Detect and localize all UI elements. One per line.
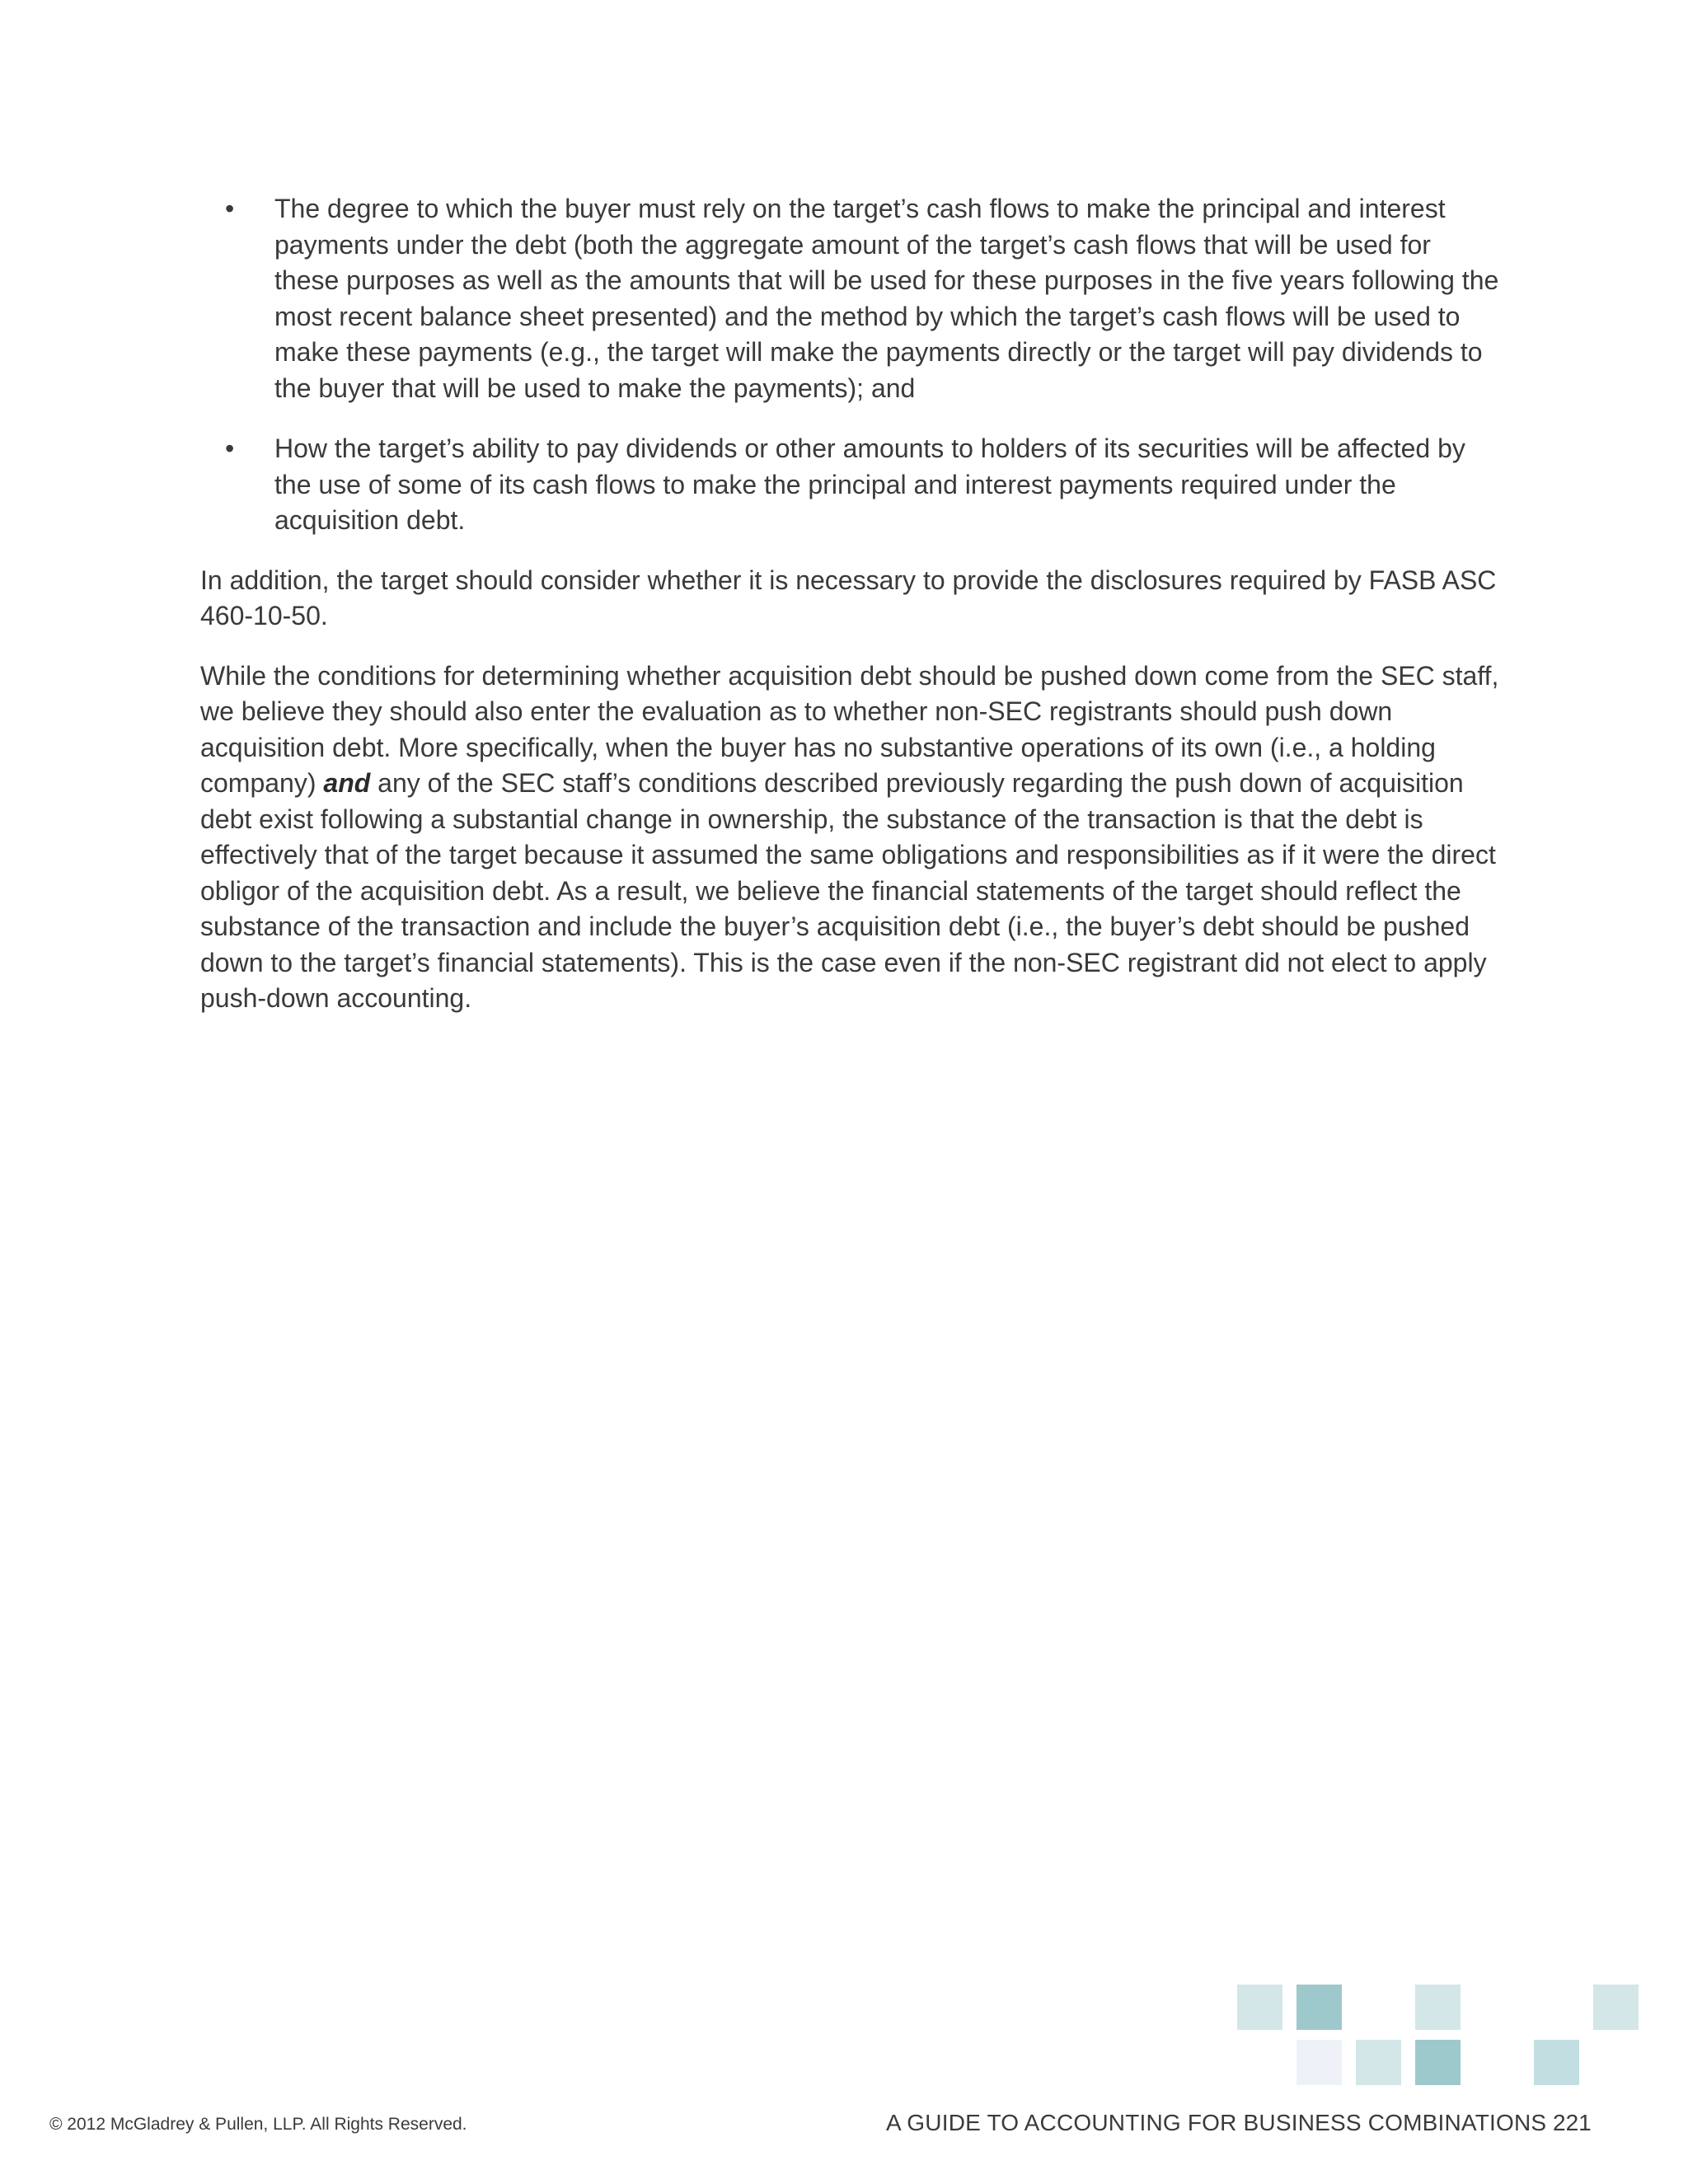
paragraph-text-part: While the conditions for determining whether acquisition debt should be pushed down come from the SEC staff, we believe they should also enter the evaluation as to whether non-SEC registrants should push down acquisition debt. More specifically, when the buyer has no substantive operations of its own (i.e., a holding company) bbox=[200, 660, 1499, 798]
decorative-tile bbox=[1534, 2040, 1579, 2085]
bullet-text: The degree to which the buyer must rely on the target’s cash flows to make the principal and interest payments under the debt (both the aggregate amount of the target’s cash flows that will be used for these purposes as well as the amounts that will be used for these purposes in the five years following the most recent balance sheet presented) and the method by which the target’s cash flows will be used to make these payments (e.g., the target will make the payments directly or the target will pay dividends to the buyer that will be used to make the payments); and bbox=[274, 194, 1499, 403]
page-content bbox=[200, 191, 1503, 1041]
paragraph-push-down bbox=[200, 658, 1503, 1017]
page-number: 221 bbox=[1553, 2110, 1592, 2135]
list-item bbox=[200, 191, 1503, 406]
bullet-icon: • bbox=[225, 434, 235, 463]
decorative-tile bbox=[1415, 1985, 1461, 2030]
paragraph-disclosures: In addition, the target should consider whether it is necessary to provide the disclosures required by FASB ASC 460-10-50. bbox=[200, 565, 1497, 630]
bullet-icon: • bbox=[225, 194, 235, 223]
decorative-tile bbox=[1415, 2040, 1461, 2085]
list-item bbox=[200, 431, 1503, 539]
bullet-text: How the target’s ability to pay dividends or other amounts to holders of its securities will be affected by the use of some of its cash flows to make the principal and interest payments required under the acquisition debt. bbox=[274, 434, 1465, 535]
decorative-tile bbox=[1296, 1985, 1342, 2030]
copyright-notice: © 2012 McGladrey & Pullen, LLP. All Rights Reserved. bbox=[49, 2115, 467, 2134]
decorative-tile bbox=[1296, 2040, 1342, 2085]
running-footer-title: A GUIDE TO ACCOUNTING FOR BUSINESS COMBINATIONS bbox=[886, 2110, 1547, 2135]
paragraph-text-part: any of the SEC staff’s conditions described previously regarding the push down of acquisition debt exist following a substantial change in ownership, the substance of the transaction is that the debt is effectively that of the target because it assumed the same obligations and responsibilities as if it were the direct obligor of the acquisition debt. As a result, we believe the financial statements of the target should reflect the substance of the transaction and include the buyer’s acquisition debt (i.e., the buyer’s debt should be pushed down to the target’s financial statements). This is the case even if the non-SEC registrant did not elect to apply push-down accounting. bbox=[200, 768, 1496, 1013]
decorative-tile bbox=[1237, 1985, 1282, 2030]
emphasis-and: and bbox=[323, 768, 371, 798]
decorative-tile bbox=[1356, 2040, 1401, 2085]
decorative-tile bbox=[1593, 1985, 1639, 2030]
bullet-list bbox=[200, 191, 1503, 539]
